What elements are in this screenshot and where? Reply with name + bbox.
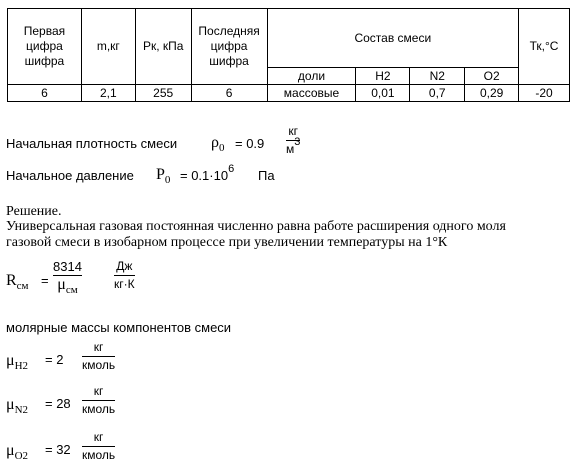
table-header-row [8, 9, 570, 68]
molar-label: молярные массы компонентов смеси [6, 320, 232, 335]
gas-constant-subscript: см [16, 280, 29, 292]
cell-first-digit: 6 [8, 85, 82, 102]
pressure-unit: Па [258, 168, 275, 183]
molar-o2-unit: кг кмоль [82, 430, 116, 462]
cell-n2: 0,7 [410, 85, 465, 102]
density-symbol: ρ [211, 134, 219, 151]
cell-last-digit: 6 [191, 85, 267, 102]
pressure-label: Начальное давление [6, 168, 134, 183]
subheader-o2: О2 [465, 68, 519, 85]
table-row [8, 85, 570, 102]
header-pressure: Рк, кПа [135, 9, 191, 85]
molar-n2-value: = 28 [45, 396, 71, 411]
gas-constant-symbol: R [6, 272, 17, 289]
gas-constant-unit: Дж кг·К [114, 259, 135, 291]
gas-constant-eq: = [41, 273, 49, 288]
density-label: Начальная плотность смеси [6, 136, 178, 151]
cell-h2: 0,01 [356, 85, 410, 102]
pressure-formula [156, 166, 170, 185]
subheader-n2: N2 [410, 68, 465, 85]
header-mass: m,кг [81, 9, 135, 85]
cell-fractions: массовые [267, 85, 356, 102]
cell-o2: 0,29 [465, 85, 519, 102]
header-first-digit: Первая цифра шифра [8, 9, 82, 85]
subheader-h2: Н2 [356, 68, 410, 85]
solution-line-1: Универсальная газовая постоянная численно равна работе расширения одного моля [6, 219, 506, 234]
molar-o2-formula: $\mu_{O2}$ [6, 442, 29, 462]
density-formula [211, 134, 224, 153]
cell-temperature: -20 [519, 85, 570, 102]
pressure-symbol: P [156, 166, 165, 183]
density-value: = 0.9 [235, 136, 265, 151]
solution-line-2: газовой смеси в изобарном процессе при увеличении температуры на 1°К [6, 235, 448, 250]
gas-constant-formula [6, 272, 29, 291]
density-subscript: 0 [218, 142, 225, 154]
density-unit: кг м3 [286, 124, 301, 156]
pressure-value: = $0.1\cdot 10^6$ [180, 163, 235, 183]
pressure-subscript: 0 [164, 174, 171, 186]
molar-h2-unit: кг кмоль [82, 340, 116, 372]
header-temperature: Тк,°С [519, 9, 570, 85]
solution-title: Решение. [6, 204, 62, 219]
header-last-digit: Последняя цифра шифра [191, 9, 267, 85]
subheader-fractions: доли [267, 68, 356, 85]
cell-pressure: 255 [135, 85, 191, 102]
parameters-table [7, 8, 570, 102]
molar-n2-unit: кг кмоль [82, 384, 116, 416]
molar-h2-value: = 2 [45, 352, 64, 367]
cell-mass: 2,1 [81, 85, 135, 102]
molar-h2-formula: $\mu_{H2}$ [6, 352, 29, 372]
molar-o2-value: = 32 [45, 442, 71, 457]
molar-n2-formula: $\mu_{N2}$ [6, 396, 29, 416]
header-composition: Состав смеси [267, 9, 519, 68]
gas-constant-fraction: 8314 $\mu_{см}$ [53, 259, 82, 296]
